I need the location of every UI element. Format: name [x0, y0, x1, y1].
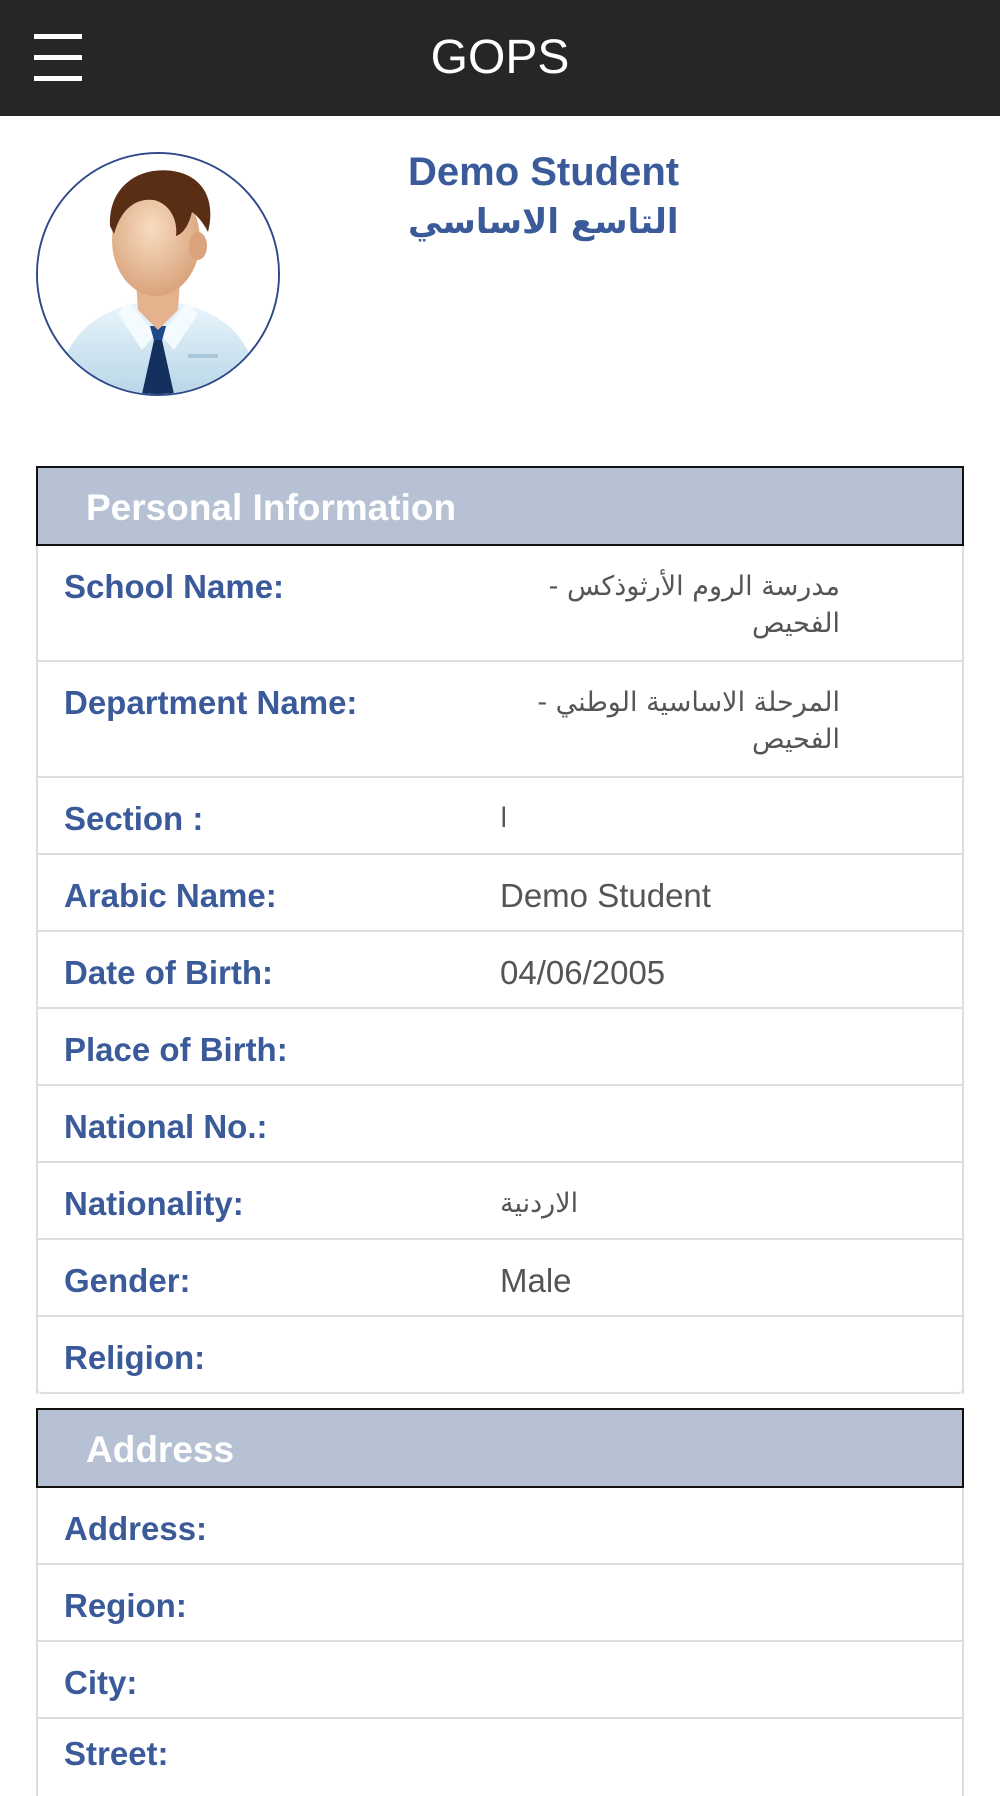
address-label: Address: [64, 1510, 208, 1547]
nationality-value: الاردنية [500, 1188, 579, 1219]
personal-information-table [36, 546, 964, 1394]
place-of-birth-label: Place of Birth: [64, 1031, 288, 1068]
department-name-label: Department Name: [64, 684, 358, 721]
street-label: Street: [64, 1735, 169, 1772]
department-name-value: المرحلة الاساسية الوطني - الفحيص [537, 687, 840, 755]
table-row-national-no [38, 1086, 962, 1163]
table-row-city [38, 1642, 962, 1719]
region-label: Region: [64, 1587, 187, 1624]
section-label: Section : [64, 800, 204, 837]
table-row-department-name [38, 662, 962, 778]
table-row-religion [38, 1317, 962, 1394]
arabic-name-label: Arabic Name: [64, 877, 277, 914]
school-name-value: مدرسة الروم الأرثوذكس - الفحيص [548, 571, 840, 639]
table-row-street [38, 1719, 962, 1796]
religion-label: Religion: [64, 1339, 206, 1376]
table-row-nationality [38, 1163, 962, 1240]
address-header: Address [36, 1408, 964, 1488]
personal-information-section [36, 466, 964, 1394]
national-no-label: National No.: [64, 1108, 268, 1145]
table-row-arabic-name [38, 855, 962, 932]
student-grade: التاسع الاساسي [408, 202, 679, 242]
nationality-label: Nationality: [64, 1185, 244, 1222]
date-of-birth-label: Date of Birth: [64, 954, 273, 991]
arabic-name-value: Demo Student [500, 877, 711, 914]
address-section [36, 1408, 964, 1796]
personal-information-header: Personal Information [36, 466, 964, 546]
table-row-school-name [38, 546, 962, 662]
top-bar [0, 0, 1000, 116]
gender-value: Male [500, 1262, 572, 1299]
student-avatar-icon [36, 152, 280, 396]
date-of-birth-value: 04/06/2005 [500, 954, 666, 991]
gender-label: Gender: [64, 1262, 191, 1299]
table-row-region [38, 1565, 962, 1642]
student-name: Demo Student [408, 150, 680, 194]
table-row-gender [38, 1240, 962, 1317]
app-title: GOPS [430, 31, 570, 84]
city-label: City: [64, 1664, 138, 1701]
section-value: ا [500, 803, 508, 834]
table-row-address [38, 1488, 962, 1565]
school-name-label: School Name: [64, 568, 285, 605]
table-row-section [38, 778, 962, 855]
table-row-place-of-birth [38, 1009, 962, 1086]
address-table [36, 1488, 964, 1796]
table-row-date-of-birth [38, 932, 962, 1009]
